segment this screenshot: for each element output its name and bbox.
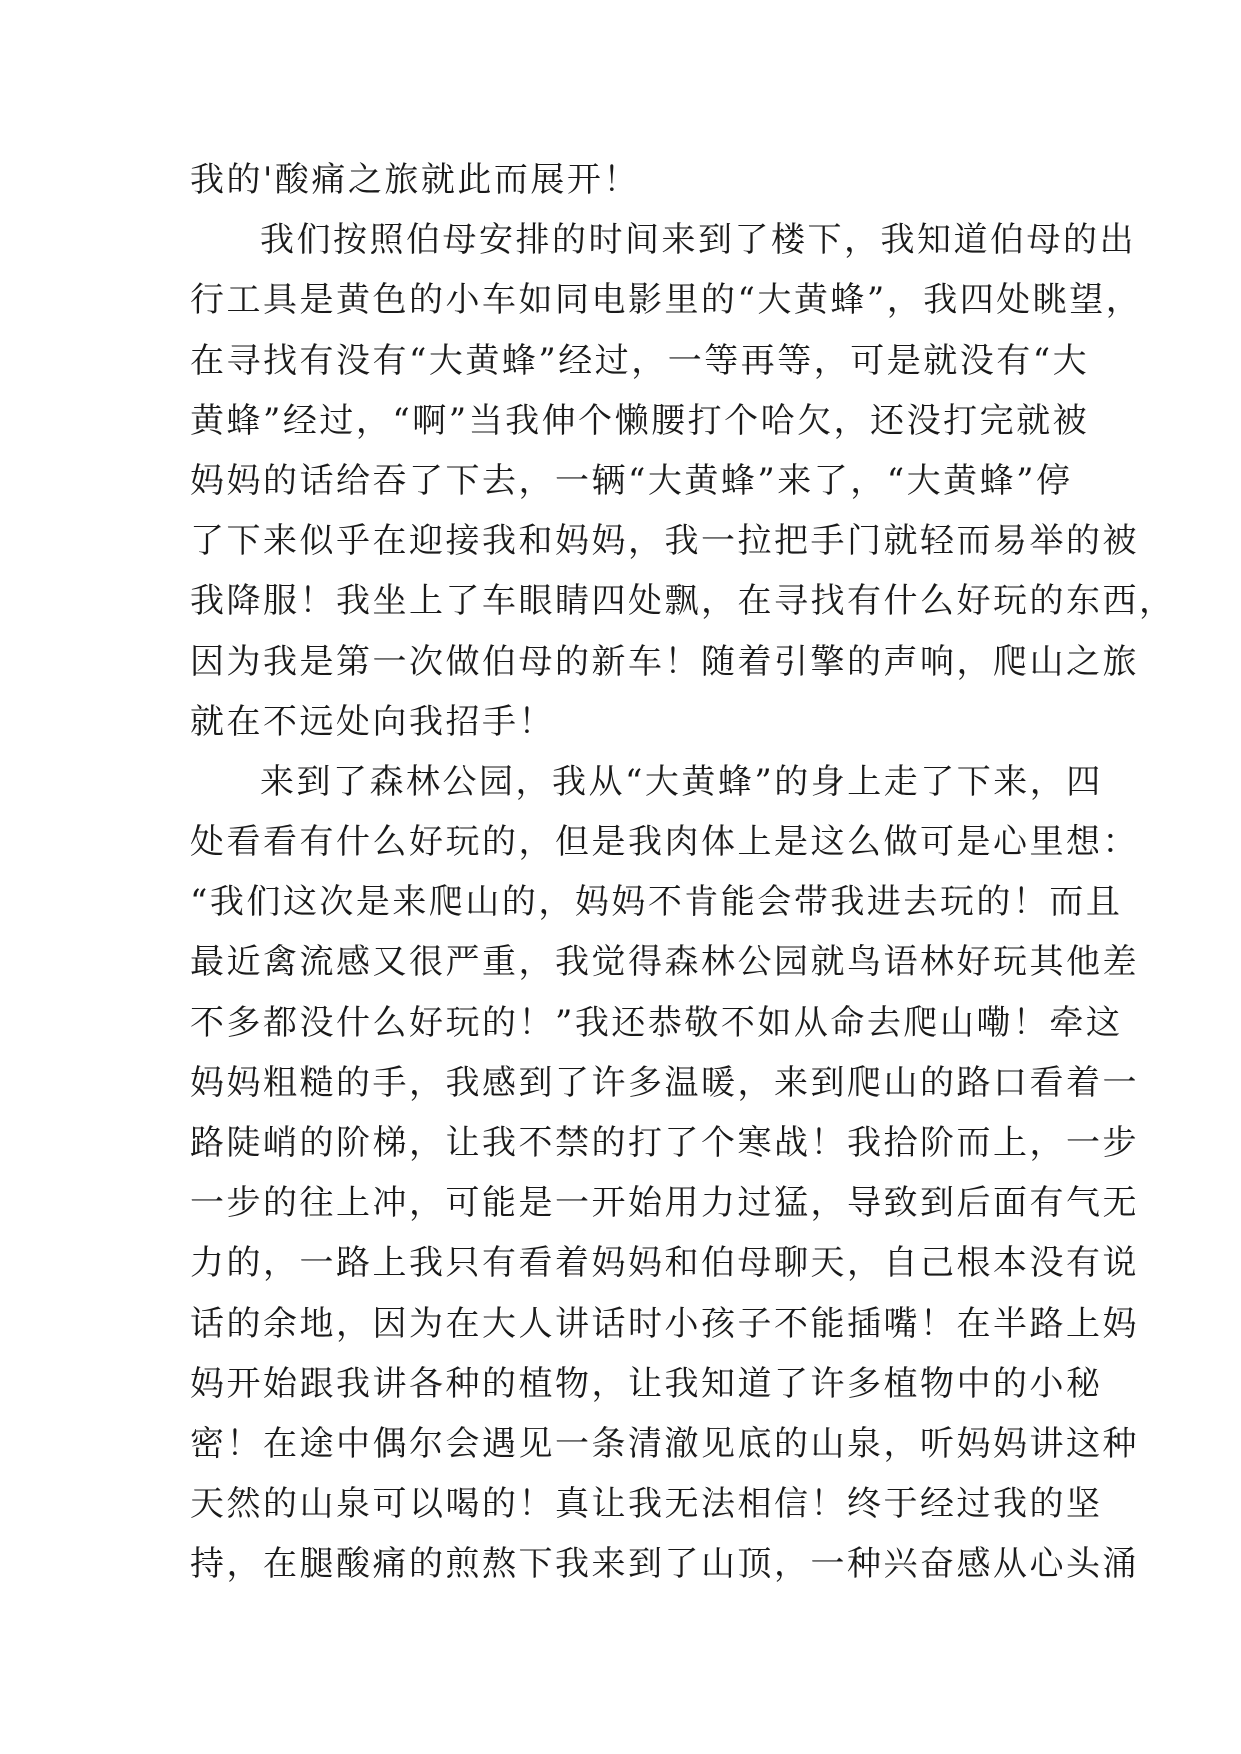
text-line: 力的，一路上我只有看着妈妈和伯母聊天，自己根本没有说 xyxy=(190,1243,1139,1284)
text-line: 持，在腿酸痛的煎熬下我来到了山顶，一种兴奋感从心头涌 xyxy=(190,1544,1139,1585)
text-line: 路陡峭的阶梯，让我不禁的打了个寒战！我拾阶而上，一步 xyxy=(190,1123,1139,1163)
text-line: 妈妈的话给吞了下去，一辆“大黄蜂”来了，“大黄蜂”停 xyxy=(190,460,1073,501)
text-line: 一步的往上冲，可能是一开始用力过猛，导致到后面有气无 xyxy=(190,1183,1139,1224)
paragraph-start-line: 来到了森林公园，我从“大黄蜂”的身上走了下来，四 xyxy=(260,761,1103,802)
text-line: 我的'酸痛之旅就此而展开！ xyxy=(190,160,640,200)
text-line: “我们这次是来爬山的，妈妈不肯能会带我进去玩的！而且 xyxy=(190,882,1123,923)
text-line: 处看看有什么好玩的，但是我肉体上是这么做可是心里想： xyxy=(190,822,1139,863)
text-line: 就在不远处向我招手！ xyxy=(190,701,555,742)
essay-body xyxy=(190,150,1176,1595)
text-line: 话的余地，因为在大人讲话时小孩子不能插嘴！在半路上妈 xyxy=(190,1303,1139,1344)
paragraph-start-line: 我们按照伯母安排的时间来到了楼下，我知道伯母的出 xyxy=(260,220,1136,261)
text-line: 我降服！我坐上了车眼睛四处飘，在寻找有什么好玩的东西， xyxy=(190,581,1176,622)
text-line: 不多都没什么好玩的！”我还恭敬不如从命去爬山嘞！牵这 xyxy=(190,1002,1123,1043)
text-line: 密！在途中偶尔会遇见一条清澈见底的山泉，听妈妈讲这种 xyxy=(190,1423,1139,1464)
text-line: 妈开始跟我讲各种的植物，让我知道了许多植物中的小秘 xyxy=(190,1363,1103,1404)
text-line: 最近禽流感又很严重，我觉得森林公园就鸟语林好玩其他差 xyxy=(190,942,1139,983)
text-line: 妈妈粗糙的手，我感到了许多温暖，来到爬山的路口看着一 xyxy=(190,1062,1139,1103)
text-line: 黄蜂”经过，“啊”当我伸个懒腰打个哈欠，还没打完就被 xyxy=(190,400,1090,441)
text-line: 因为我是第一次做伯母的新车！随着引擎的声响，爬山之旅 xyxy=(190,641,1139,682)
text-line: 天然的山泉可以喝的！真让我无法相信！终于经过我的坚 xyxy=(190,1484,1103,1525)
text-line: 行工具是黄色的小车如同电影里的“大黄蜂”，我四处眺望， xyxy=(190,280,1143,321)
text-line: 了下来似乎在迎接我和妈妈，我一拉把手门就轻而易举的被 xyxy=(190,521,1139,562)
text-line: 在寻找有没有“大黄蜂”经过，一等再等，可是就没有“大 xyxy=(190,340,1090,381)
